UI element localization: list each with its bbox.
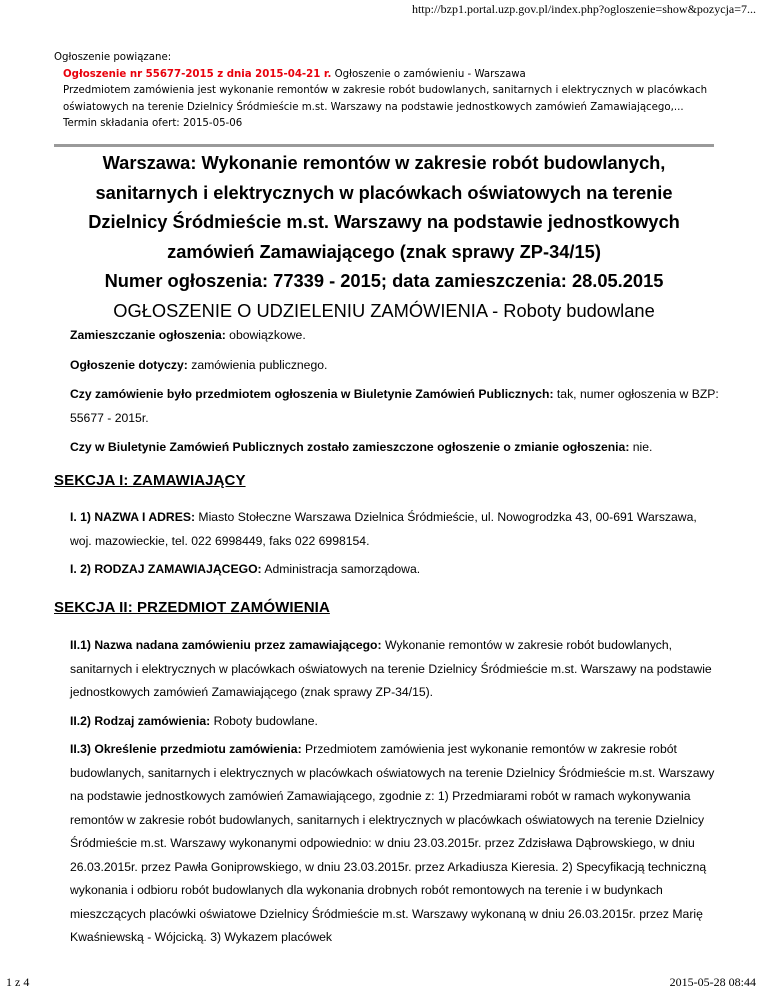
notice-title-block xyxy=(54,148,714,326)
meta-change: Czy w Biuletynie Zamówień Publicznych zostało zamieszczone ogłoszenie o zmianie ogłoszenia: nie. xyxy=(70,440,653,454)
related-body xyxy=(54,67,714,133)
section-2-heading: SEKCJA II: PRZEDMIOT ZAMÓWIENIA xyxy=(54,599,330,616)
meta-bulletin: Czy zamówienie było przedmiotem ogłoszenia w Biuletynie Zamówień Publicznych: tak, numer ogłoszenia w BZP: 55677 - 2015r. xyxy=(70,387,719,425)
meta-concerns: Ogłoszenie dotyczy: zamówienia publicznego. xyxy=(70,357,328,372)
section-2-item-2: II.2) Rodzaj zamówienia: Roboty budowlane. xyxy=(70,713,318,728)
section-2-item-3: II.3) Określenie przedmiotu zamówienia: Przedmiotem zamówienia jest wykonanie remontów w zakresie robót budowlanych, sanitarnych i elektrycznych w placówkach oświatowych na terenie Dzielnicy Śródmieście m.st. Warszawy na podstawie jednostkowych zamówień Zamawiającego, zgodnie z: 1) Przedmiarami robót w ramach wykonywania remontów w zakresie robót budowlanych, sanitarnych i elektrycznych w placówkach oświatowych na terenie Dzielnicy Śródmieście m.st. Warszawy wykonanymi odpowiednio: w dniu 23.03.2015r. przez Zdzisława Dąbrowskiego, w dniu 26.03.2015r. przez Pawła Goniprowskiego, w dniu 23.03.2015r. przez Arkadiusza Kieresia. 2) Specyfikacją techniczną wykonania i odbioru robót budowlanych dla wykonania drobnych robót remontowych na terenie i w budynkach mieszczących placówki oświatowe Dzielnicy Śródmieście m.st. Warszawy wykonaną w dniu 26.03.2015r. przez Marię Kwaśniewską - Wójcicką. 3) Wykazem placówek xyxy=(70,742,715,944)
notice-title: Warszawa: Wykonanie remontów w zakresie robót budowlanych, sanitarnych i elektrycznych w placówkach oświatowych na terenie Dzielnicy Śródmieście m.st. Warszawy na podstawie jednostkowych zamówień Zamawiającego (znak sprawy ZP-34/15) xyxy=(88,152,680,262)
related-link-suffix: Ogłoszenie o zamówieniu - Warszawa xyxy=(331,68,526,80)
section-2-item-1: II.1) Nazwa nadana zamówieniu przez zamawiającego: Wykonanie remontów w zakresie robót budowlanych, sanitarnych i elektrycznych w placówkach oświatowych na terenie Dzielnicy Śródmieście m.st. Warszawy na podstawie jednostkowych zamówień Zamawiającego (znak sprawy ZP-34/15). xyxy=(70,638,712,699)
section-2-body xyxy=(70,634,720,955)
section-1-heading: SEKCJA I: ZAMAWIAJĄCY xyxy=(54,472,246,489)
related-notice-link[interactable]: Ogłoszenie nr 55677-2015 z dnia 2015-04-21 r. xyxy=(63,68,332,80)
related-description: Przedmiotem zamówienia jest wykonanie remontów w zakresie robót budowlanych, sanitarnych i elektrycznych w placówkach oświatowych na terenie Dzielnicy Śródmieście m.st. Warszawy na podstawie jednostkowych zamówień Zamawiającego,... xyxy=(63,85,708,113)
meta-placing: Zamieszczanie ogłoszenia: obowiązkowe. xyxy=(70,328,306,342)
notice-subtitle: OGŁOSZENIE O UDZIELENIU ZAMÓWIENIA - Roboty budowlane xyxy=(113,299,655,321)
page-url: http://bzp1.portal.uzp.gov.pl/index.php?ogloszenie=show&pozycja=7... xyxy=(411,2,756,16)
section-1-name: I. 1) NAZWA I ADRES: Miasto Stołeczne Warszawa Dzielnica Śródmieście, ul. Nowogrodzka 43, 00-691 Warszawa, woj. mazowieckie, tel. 022 6998449, faks 022 6998154. xyxy=(70,510,697,548)
related-deadline: Termin składania ofert: 2015-05-06 xyxy=(63,118,243,129)
notice-meta xyxy=(70,324,720,466)
page-counter: 1 z 4 xyxy=(6,975,30,989)
section-1-type: I. 2) RODZAJ ZAMAWIAJĄCEGO: Administracja samorządowa. xyxy=(70,562,421,576)
section-1-body xyxy=(70,506,720,587)
related-notice xyxy=(54,50,714,133)
related-heading: Ogłoszenie powiązane: xyxy=(54,52,172,63)
notice-number: Numer ogłoszenia: 77339 - 2015; data zamieszczenia: 28.05.2015 xyxy=(104,270,664,292)
divider xyxy=(54,144,714,147)
print-datetime: 2015-05-28 08:44 xyxy=(669,975,756,989)
